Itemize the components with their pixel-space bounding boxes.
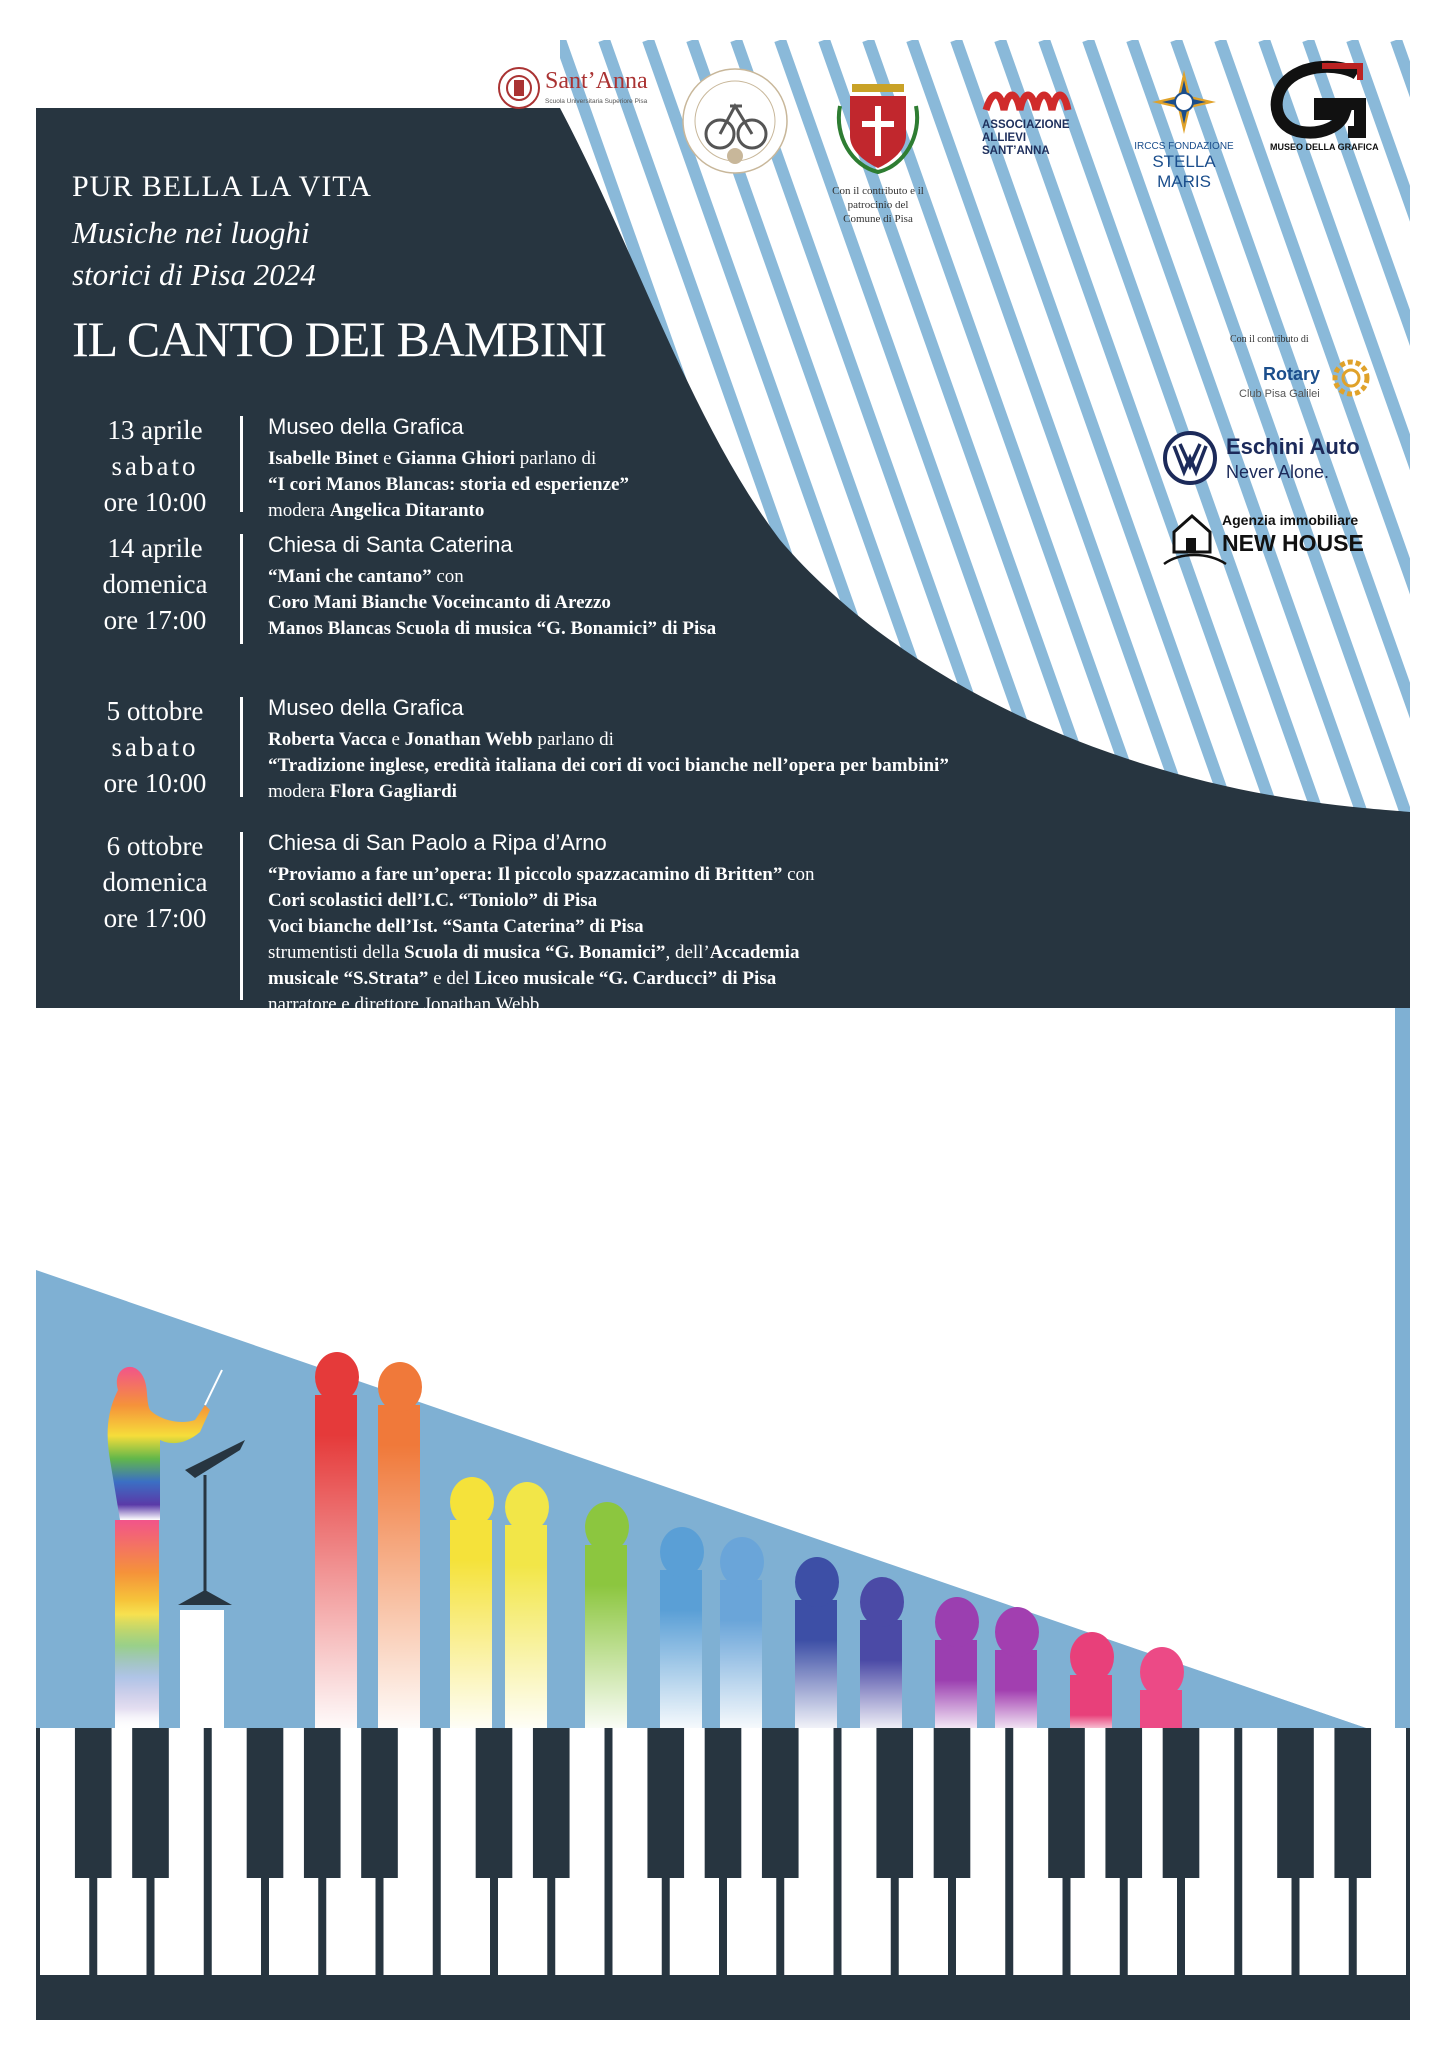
event-detail-line — [268, 498, 629, 524]
event-time: ore 17:00 — [103, 903, 207, 933]
event-day: sabato — [111, 1079, 199, 1109]
event-day: sabato — [111, 732, 199, 762]
piano-keyboard — [36, 1728, 1410, 2020]
event-venue: Museo della Grafica — [268, 695, 464, 720]
eschini-auto-logo — [1162, 430, 1382, 490]
event-detail-line — [268, 779, 949, 805]
event-name-bold: Gianna Ghiori — [396, 448, 516, 469]
associazione-wave-icon — [982, 86, 1082, 116]
event-name-bold: Coro Mani Bianche Voceincanto di Arezzo — [268, 592, 611, 613]
event-divider — [240, 1044, 243, 1144]
event-detail-line — [268, 590, 716, 616]
event-detail-line — [268, 914, 815, 940]
event-name-bold: Angelica Ditaranto — [329, 500, 485, 521]
event-details — [268, 830, 815, 1018]
event-detail-line — [268, 472, 629, 498]
event-name-bold: “Il mondo dei bambini nell’opera di Giacomo Puccini” — [457, 1076, 902, 1097]
event-venue: Chiesa di San Paolo a Ripa d’Arno — [268, 830, 607, 855]
event-text: pianisti — [268, 1300, 329, 1321]
piano-black-key — [647, 1728, 684, 1878]
event-name-bold: Roberta Vacca — [268, 729, 387, 750]
event-time: ore 17:00 — [103, 1115, 207, 1145]
house-icon — [1160, 508, 1230, 566]
event-text: parlano di — [532, 729, 614, 750]
subtitle-line2: storici di Pisa 2024 — [72, 257, 316, 292]
piano-black-key — [75, 1728, 112, 1878]
piano-black-key — [1277, 1728, 1314, 1878]
event-text: e — [386, 729, 405, 750]
event-text: diretto da — [268, 1248, 346, 1269]
event-text: con — [782, 864, 815, 885]
event-name-bold: Manos Blancas Scuola di musica “G. Bonamici” di Pisa — [268, 618, 717, 639]
child-silhouette — [795, 1557, 839, 1735]
child-silhouette — [720, 1537, 764, 1735]
event-name-bold: Liceo musicale “G. Carducci” di Pisa — [474, 968, 777, 989]
page-title: IL CANTO DEI BAMBINI — [72, 311, 607, 367]
event-name-bold: Coro di Voci Bianche della Scuola di musica “G. Bonamici” di Pisa — [268, 1222, 809, 1243]
child-silhouette — [660, 1527, 704, 1735]
event-details — [268, 695, 949, 805]
event-detail-line — [268, 753, 949, 779]
piano-black-key — [132, 1728, 169, 1878]
event-date-block — [70, 530, 240, 638]
piano-black-key — [304, 1728, 341, 1878]
associazione-allievi-logo — [982, 86, 1092, 166]
piano-black-key — [1163, 1728, 1200, 1878]
event-divider — [240, 416, 243, 512]
rotary-name: Rotary — [1263, 364, 1321, 384]
comune-pisa-crest-icon — [822, 66, 934, 176]
event-name-bold: “Tradizione inglese, eredità italiana dei cori di voci bianche nell’opera per bambini” — [268, 755, 949, 776]
child-silhouette — [995, 1607, 1039, 1735]
event-detail-line — [268, 940, 815, 966]
comune-pisa-logo — [822, 66, 934, 236]
event-date-block — [70, 412, 240, 520]
piano-black-key — [762, 1728, 799, 1878]
event-text: con — [680, 1196, 713, 1217]
stella-maris-line1: IRCCS FONDAZIONE — [1134, 141, 1234, 152]
piano-black-key — [705, 1728, 742, 1878]
dedication-text — [864, 1330, 1348, 1480]
new-house-logo — [1160, 508, 1390, 568]
piano-black-key — [476, 1728, 513, 1878]
booking-note: Ingresso libero su prenotazione — [1034, 1431, 1348, 1453]
event-day: domenica — [102, 569, 208, 599]
piano-black-key — [1048, 1728, 1085, 1878]
stella-maris-line2: STELLA MARIS — [1152, 152, 1216, 191]
event-divider — [240, 1164, 243, 1268]
event-detail-line — [268, 862, 815, 888]
vw-badge-icon — [1162, 430, 1218, 486]
event-text: e — [378, 448, 397, 469]
event-day: sabato — [111, 451, 199, 481]
child-silhouette — [860, 1577, 904, 1735]
piano-black-key — [876, 1728, 913, 1878]
event-details — [268, 1162, 808, 1324]
event-time: ore 10:00 — [103, 487, 207, 517]
event-text: con — [431, 566, 464, 587]
event-name-bold: “Proviamo a fare un’opera: Il piccolo spazzacamino di Britten” — [268, 864, 783, 885]
comune-note-line3: Comune di Pisa — [843, 213, 913, 225]
stella-maris-logo — [1124, 66, 1244, 191]
event-date-block — [70, 1160, 240, 1268]
booking-email[interactable]: email: purbellalavita@gmail.com — [1014, 1456, 1348, 1478]
series-title: PUR BELLA LA VITA — [72, 170, 372, 203]
eschini-tagline: Never Alone. — [1226, 462, 1330, 482]
associazione-line3: SANT’ANNA — [982, 145, 1050, 157]
event-detail-line — [268, 727, 949, 753]
event-name-bold: Isabelle Binet — [268, 448, 379, 469]
piano-black-key — [533, 1728, 570, 1878]
event-date: 5 ottobre — [106, 696, 204, 726]
event-details — [268, 532, 716, 642]
event-detail-line — [268, 1246, 808, 1272]
event-text: e — [469, 1300, 488, 1321]
compass-rose-icon — [1124, 66, 1244, 136]
event-name-bold: Accademia — [709, 942, 800, 963]
child-silhouette — [585, 1502, 629, 1735]
event-name-bold: Cori scolastici dell’I.C. “Toniolo” di Pisa — [268, 890, 598, 911]
event-name-bold: Jonathan Webb — [404, 729, 533, 750]
event-time: ore 10:00 — [103, 768, 207, 798]
event-detail-line — [268, 1220, 808, 1246]
event-divider — [240, 832, 243, 1000]
event-text: parlano di — [515, 448, 597, 469]
piano-black-key — [934, 1728, 971, 1878]
event-date: 13 aprile — [107, 415, 203, 445]
rotary-logo — [1235, 358, 1375, 410]
dedication-line3: e finalizzato alla raccolta fondi in suo sostegno. — [863, 1381, 1348, 1403]
comune-note-line1: Con il contributo e il — [832, 185, 924, 197]
santanna-seal-icon — [497, 66, 541, 110]
event-text: , dell’ — [665, 942, 710, 963]
piano-black-key — [1105, 1728, 1142, 1878]
event-name-bold: musicale “S.Strata” — [268, 968, 429, 989]
associazione-line2: ALLIEVI — [982, 132, 1027, 144]
event-name-bold: Glenda Poggianti — [328, 1300, 470, 1321]
event-date: 14 aprile — [107, 533, 203, 563]
event-day: domenica — [102, 867, 208, 897]
event-date: 16 novembre — [84, 1043, 226, 1073]
newhouse-line1: Agenzia immobiliare — [1222, 512, 1359, 528]
event-text: modera — [268, 781, 330, 802]
ex-allievi-seal-icon — [680, 66, 790, 176]
event-name-bold: “Mani che cantano” — [268, 566, 432, 587]
event-time: ore 17:00 — [103, 605, 207, 635]
event-detail-line — [268, 1194, 808, 1220]
event-name-bold: Scuola di musica “G. Bonamici” — [404, 942, 666, 963]
piano-black-key — [247, 1728, 284, 1878]
museo-grafica-name: MUSEO DELLA GRAFICA — [1270, 142, 1379, 152]
event-name-bold: Voci bianche dell’Ist. “Santa Caterina” di Pisa — [268, 916, 644, 937]
event-name-bold: Claudio Proietti — [487, 1300, 618, 1321]
event-date-block — [70, 1040, 240, 1148]
child-silhouette — [505, 1482, 549, 1735]
event-name-bold: Angelica Ditaranto — [345, 1248, 500, 1269]
event-name-bold: Alberto Batisti — [268, 1076, 388, 1097]
event-detail-line — [268, 966, 815, 992]
event-text: modera — [268, 500, 330, 521]
event-venue: Chiesa di San Michele degli Scalzi — [268, 1162, 605, 1187]
event-name-bold: “Giochi e storie di piccole e grandi voci in Puccini” — [268, 1196, 681, 1217]
comune-note-line2: patrocinio del — [847, 199, 909, 211]
child-silhouette — [378, 1362, 422, 1735]
subtitle-line1: Musiche nei luoghi — [72, 215, 310, 250]
event-date: 6 ottobre — [106, 831, 204, 861]
event-detail-line — [268, 992, 815, 1018]
dedication-line2: all’IRCCS Fondazione Stella Maris di Pisa — [918, 1356, 1348, 1378]
eschini-name: Eschini Auto — [1226, 434, 1360, 459]
event-name-bold: Roberta Salvati — [332, 1274, 461, 1295]
event-text: parla de — [387, 1076, 458, 1097]
event-name-bold: “I cori Manos Blancas: storia ed esperienze” — [268, 474, 629, 495]
rotary-club: Club Pisa Galilei — [1239, 388, 1320, 400]
stripe — [1440, 40, 1448, 1000]
child-silhouette — [450, 1477, 494, 1735]
newhouse-line2: NEW HOUSE — [1222, 530, 1364, 556]
event-venue: Museo della Grafica — [268, 1042, 464, 1067]
event-detail-line — [268, 1074, 902, 1100]
event-venue: Chiesa di Santa Caterina — [268, 532, 513, 557]
event-name-bold: Flora Gagliardi — [329, 781, 457, 802]
event-text: soprano — [268, 1274, 333, 1295]
santanna-tagline: Scuola Universitaria Superiore Pisa — [545, 98, 648, 105]
event-divider — [240, 697, 243, 797]
event-date-block — [70, 693, 240, 801]
series-subtitle — [72, 212, 316, 296]
event-text: strumentisti della — [268, 942, 405, 963]
associazione-line1: ASSOCIAZIONE — [982, 119, 1070, 131]
event-day: domenica — [102, 1199, 208, 1229]
event-detail-line — [268, 1298, 808, 1324]
child-silhouette — [315, 1352, 359, 1735]
piano-black-key — [361, 1728, 398, 1878]
museo-grafica-g-icon — [1262, 60, 1382, 140]
event-details — [268, 1042, 902, 1100]
event-detail-line — [268, 888, 815, 914]
piano-black-key — [1334, 1728, 1371, 1878]
museo-grafica-logo — [1262, 60, 1382, 160]
event-text: e del — [428, 968, 475, 989]
child-silhouette — [1070, 1632, 1114, 1735]
event-venue: Museo della Grafica — [268, 414, 464, 439]
santanna-name: Sant’Anna — [545, 68, 648, 94]
child-silhouette — [935, 1597, 979, 1735]
dedication-line1: “Il canto dei bambini” è dedicato — [1010, 1331, 1348, 1353]
event-detail-line — [268, 446, 629, 472]
event-divider — [240, 534, 243, 644]
event-time: ore 17:00 — [103, 1235, 207, 1265]
santanna-logo — [497, 60, 660, 120]
child-silhouette — [1140, 1647, 1184, 1735]
event-detail-line — [268, 1272, 808, 1298]
side-sponsor-note: Con il contributo di — [1230, 334, 1309, 345]
event-detail-line — [268, 616, 716, 642]
rotary-wheel-icon — [1331, 358, 1371, 398]
ex-allievi-logo — [680, 66, 790, 176]
event-date: 17 novembre — [84, 1163, 226, 1193]
event-details — [268, 414, 629, 524]
event-date-block — [70, 828, 240, 936]
event-text: narratore e direttore Jonathan Webb — [268, 994, 540, 1015]
event-detail-line — [268, 564, 716, 590]
